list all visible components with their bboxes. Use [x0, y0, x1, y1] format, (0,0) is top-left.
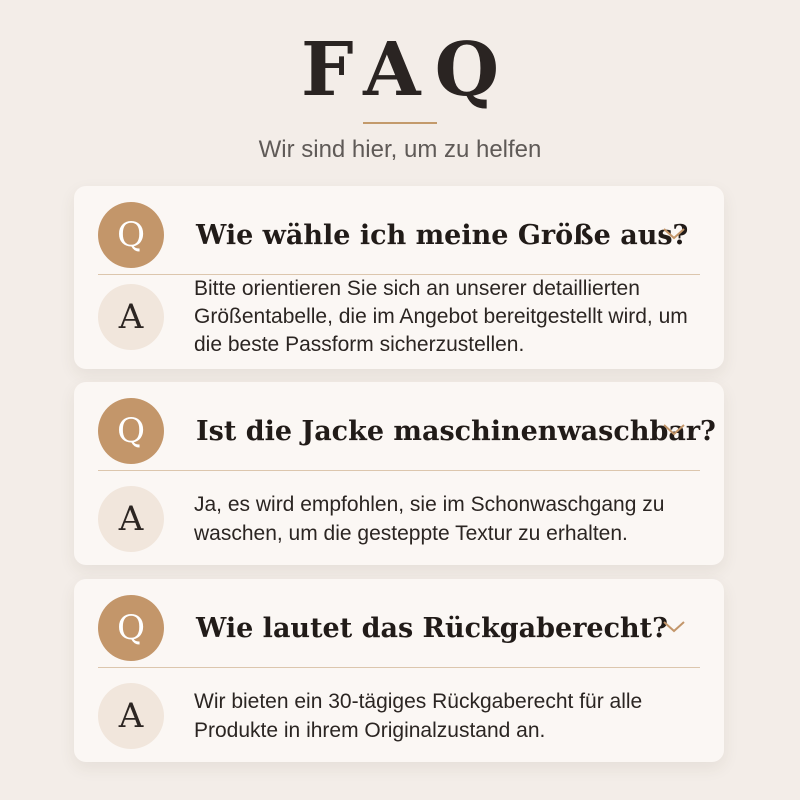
page-title: FAQ [300, 27, 514, 113]
answer-badge: A [98, 486, 164, 552]
chevron-down-icon[interactable] [662, 224, 686, 242]
page-subtitle: Wir sind hier, um zu helfen [258, 136, 542, 163]
faq-question-text: Wie wähle ich meine Größe aus? [196, 219, 689, 251]
question-badge: Q [98, 595, 164, 661]
faq-answer [98, 278, 702, 356]
faq-answer-text: Wir bieten ein 30-tägiges Rückgaberecht für alle Produkte in ihrem Originalzustand an. [194, 690, 643, 742]
chevron-down-icon[interactable] [662, 617, 686, 635]
faq-question-toggle[interactable] [98, 593, 700, 663]
faq-item-returns [74, 579, 724, 762]
faq-answer [98, 677, 702, 755]
faq-divider [98, 470, 700, 471]
faq-answer [98, 480, 702, 558]
faq-item-washing [74, 382, 724, 565]
faq-question-text: Ist die Jacke maschinenwaschbar? [196, 415, 716, 447]
question-badge: Q [98, 202, 164, 268]
faq-item-size [74, 186, 724, 369]
faq-answer-text: Bitte orientieren Sie sich an unserer detaillierten Größentabelle, die im Angebot bereitgestellt wird, um die beste Passform sicherzustellen. [194, 277, 688, 356]
answer-badge: A [98, 284, 164, 350]
faq-answer-text: Ja, es wird empfohlen, sie im Schonwaschgang zu waschen, um die gesteppte Textur zu erhalten. [194, 493, 665, 545]
answer-badge: A [98, 683, 164, 749]
question-badge: Q [98, 398, 164, 464]
faq-divider [98, 667, 700, 668]
faq-question-toggle[interactable] [98, 396, 716, 466]
faq-question-text: Wie lautet das Rückgaberecht? [196, 612, 668, 644]
chevron-down-icon[interactable] [662, 420, 686, 438]
faq-question-toggle[interactable] [98, 200, 700, 270]
title-underline [363, 122, 437, 124]
faq-header [0, 28, 800, 164]
